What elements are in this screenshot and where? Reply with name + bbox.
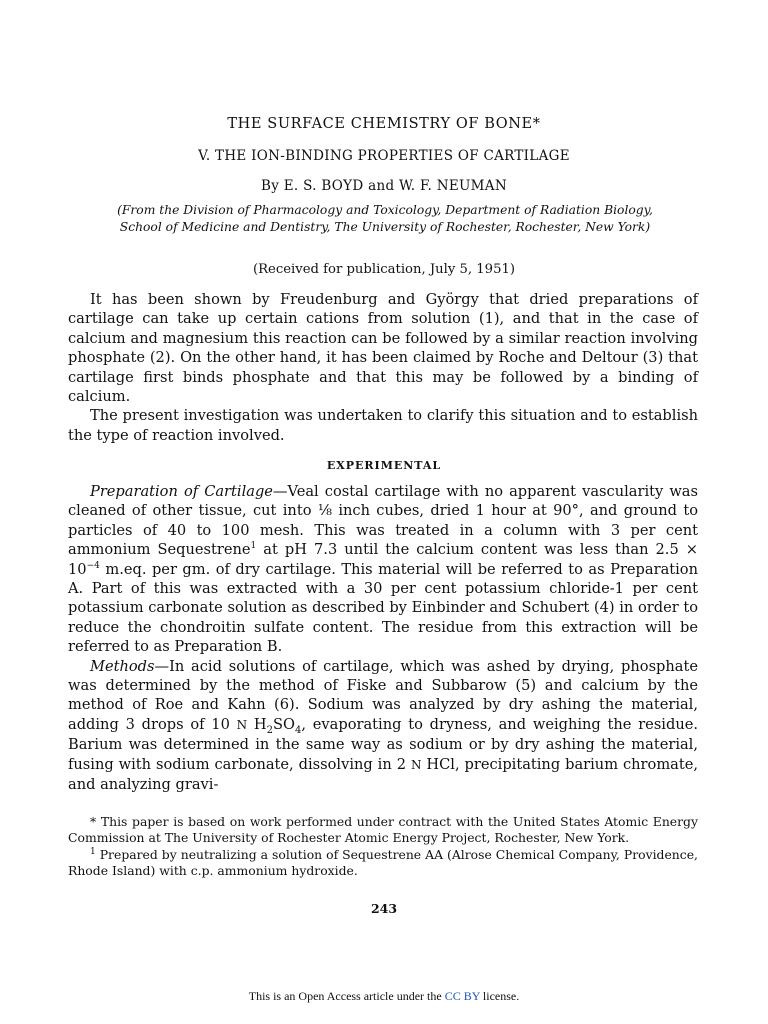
intro-paragraph-1: It has been shown by Freudenburg and György that dried preparations of cartilage can take up certain cations from solution (1), and that in the case of calcium and magnesium this reaction can be followed by a similar reaction involving phosphate (2). On the other hand, it has been claimed by Roche and Deltour (3) that cartilage first binds phosphate and that this may be followed by a binding of calcium.	[68, 291, 698, 406]
intro-section	[68, 290, 698, 445]
preparation-paragraph	[68, 482, 698, 657]
license-prefix: This is an Open Access article under the	[248, 989, 445, 1003]
intro-paragraph-2: The present investigation was undertaken to clarify this situation and to establish the type of reaction involved.	[68, 407, 698, 444]
methods-text-5: HCl, precipitating barium chromate, and analyzing gravi-	[68, 755, 699, 794]
footnote-mark: 1	[90, 846, 96, 857]
subscript-4: 4	[294, 724, 302, 736]
footnote-1-text: Prepared by neutralizing a solution of Sequestrene AA (Alrose Chemical Company, Providence, Rhode Island) with c.p. ammonium hydroxide.	[68, 846, 698, 878]
normality-symbol: N	[236, 717, 248, 732]
preparation-text-3: m.eq. per gm. of dry cartilage. This material will be referred to as Preparation A. Part of this was extracted with a 30 per cent potassium chloride-1 per cent potassium carbonate solution as described by Einbinder and Schubert (4) in order to reduce the chondroitin sulfate content. The residue from this extraction will be referred to as Preparation B.	[68, 560, 698, 656]
footnote-1	[68, 847, 698, 880]
preparation-text-2: at pH 7.3 until the calcium content was less than 2.5 × 10	[68, 541, 698, 578]
exponent: −4	[86, 560, 100, 571]
page-number: 243	[370, 901, 398, 916]
preparation-text-1: —Veal costal cartilage with no apparent vascularity was cleaned of other tissue, cut into ⅛ inch cubes, dried 1 hour at 90°, and ground to particles of 40 to 100 mesh. This was treated in a column with 3 per cent ammonium Sequestrene	[68, 483, 698, 559]
methods-text-2: H	[247, 715, 267, 733]
methods-text-4: , evaporating to dryness, and weighing the residue. Barium was determined in the same way as sodium or by dry ashing the material, fusing with sodium carbonate, dissolving in 2	[68, 715, 698, 773]
footnotes	[68, 814, 698, 879]
footnote-ref-1: 1	[250, 541, 257, 552]
methods-paragraph	[68, 657, 698, 795]
article-title: THE SURFACE CHEMISTRY OF BONE*	[227, 116, 541, 132]
methods-label: Methods	[90, 657, 155, 675]
experimental-section	[68, 482, 698, 795]
normality-symbol: N	[410, 757, 422, 772]
affiliation: (From the Division of Pharmacology and Toxicology, Department of Radiation Biology, School of Medicine and Dentistry, The University of Rochester, Rochester, New York)	[117, 203, 653, 234]
methods-text-1: —In acid solutions of cartilage, which was ashed by drying, phosphate was determined by the method of Fiske and Subbarow (5) and calcium by the method of Roe and Kahn (6). Sodium was analyzed by dry ashing the material, adding 3 drops of 10	[68, 657, 698, 733]
subscript-2: 2	[266, 724, 274, 736]
footnote-star: * This paper is based on work performed under contract with the United States Atomic Energy Commission at The University of Rochester Atomic Energy Project, Rochester, New York.	[68, 814, 698, 846]
received-date: (Received for publication, July 5, 1951)	[252, 262, 515, 277]
license-suffix: license.	[479, 989, 520, 1003]
preparation-label: Preparation of Cartilage	[90, 483, 273, 500]
section-heading-experimental: EXPERIMENTAL	[326, 459, 442, 472]
article-subtitle: V. THE ION-BINDING PROPERTIES OF CARTILAGE	[198, 148, 570, 164]
author-line: By E. S. BOYD and W. F. NEUMAN	[261, 178, 507, 194]
license-notice	[0, 989, 768, 1004]
cc-by-link[interactable]: CC BY	[444, 989, 480, 1003]
methods-text-3: SO	[273, 715, 295, 733]
